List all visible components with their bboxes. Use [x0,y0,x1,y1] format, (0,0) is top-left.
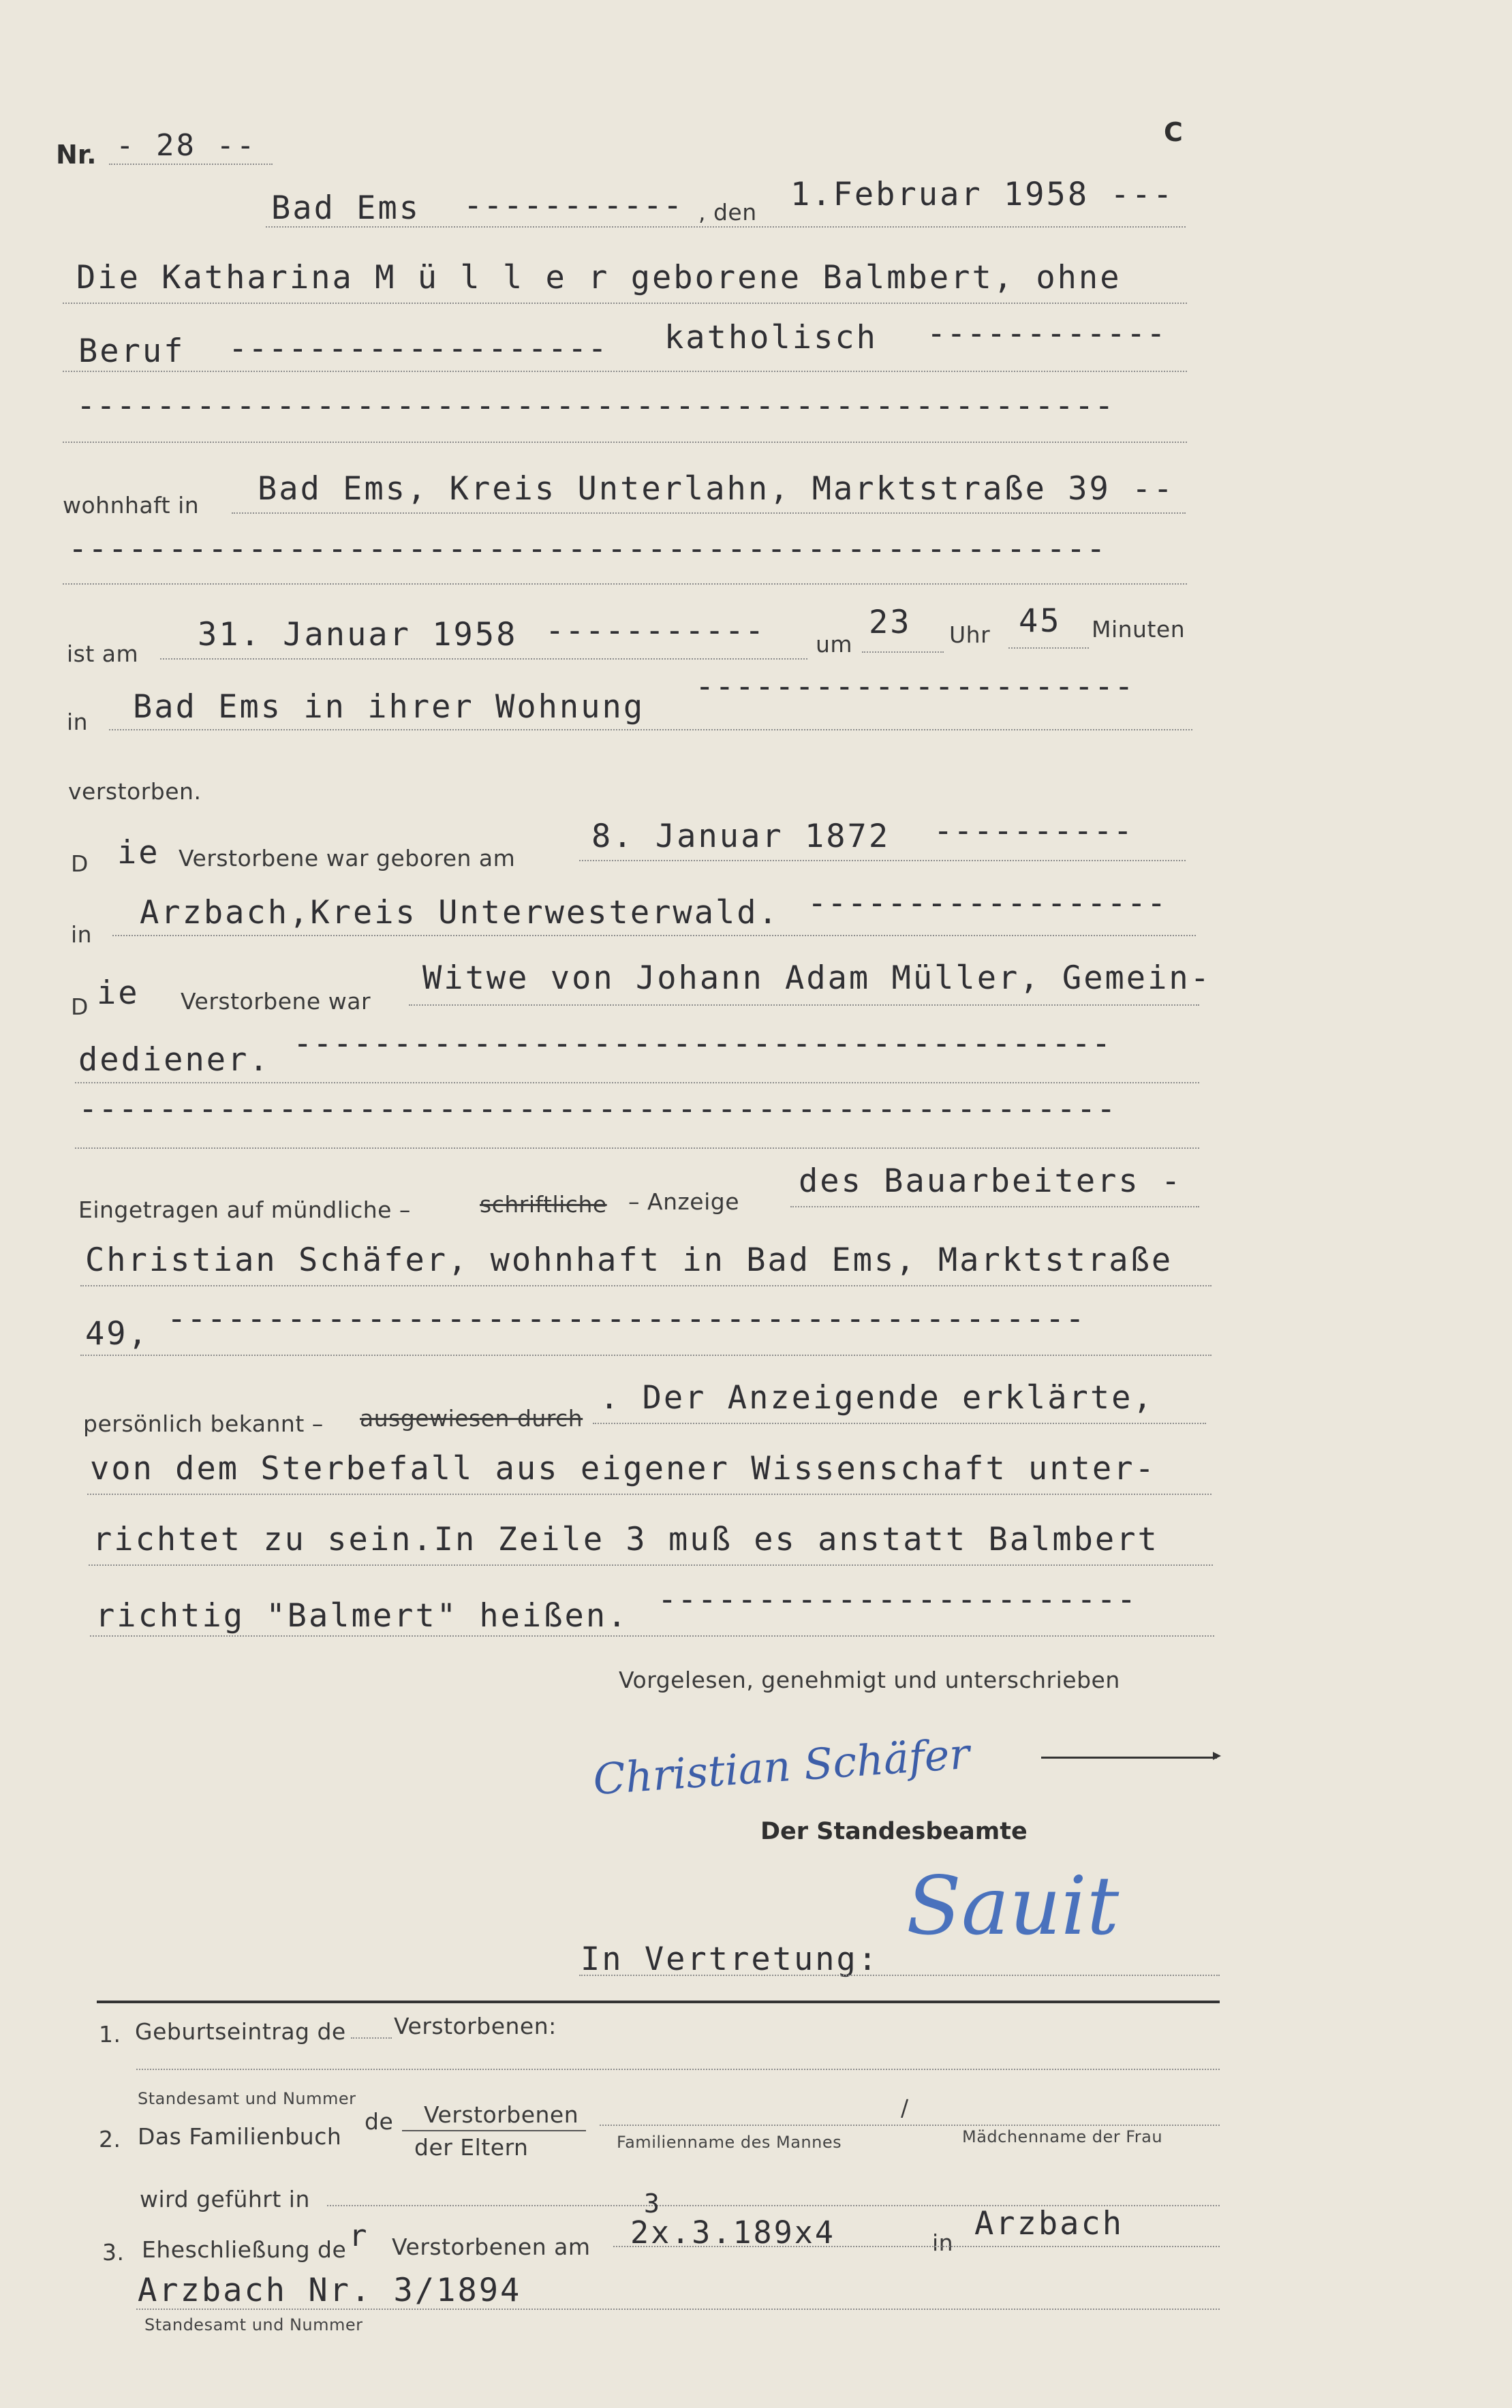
vertretung-label: In Vertretung: [581,1941,880,1978]
birth-in-label: in [71,921,93,948]
um-label: um [816,631,853,658]
hour-rule [862,651,944,653]
informant-signature: Christian Schäfer [591,1728,972,1805]
item-1-verstorbenen: Verstorbenen: [394,2013,557,2039]
item-3-rule [613,2246,1220,2247]
register-marker: C [1164,117,1183,147]
item-2-fraction-bar [402,2130,586,2131]
profession-dashes: ------------------- [228,330,608,367]
familienname-caption: Familienname des Mannes [617,2133,842,2152]
item-3-typed-r: r [349,2219,369,2253]
birth-date: 8. Januar 1872 [591,818,891,855]
death-hour: 23 [869,604,912,641]
nr-value: - 28 -- [116,128,257,163]
marriage-date-correction: 3 [644,2189,662,2219]
ausgewiesen-struck: ausgewiesen durch [360,1405,583,1432]
birth-date-dashes: ---------- [934,812,1133,850]
marriage-register-number: Arzbach Nr. 3/1894 [138,2272,522,2309]
item-2-option-eltern: der Eltern [414,2134,529,2161]
residence-rule [232,512,1186,514]
informant-line-1: des Bauarbeiters - [799,1162,1183,1200]
item-1-blank-de [351,2037,392,2039]
birth-place-rule [112,935,1196,936]
birth-place-dashes: ------------------ [807,884,1167,922]
den-label: , den [698,199,757,226]
eingetragen-label: Eingetragen auf mündliche – [78,1197,411,1223]
status-rule-3 [75,1147,1199,1149]
text-rule-1 [593,1423,1206,1424]
status-d-prefix: D [71,993,89,1020]
bekannt-label: persönlich bekannt – [83,1410,324,1437]
item-2-option-verstorbenen: Verstorbenen [424,2101,579,2128]
status-rule-1 [409,1004,1199,1006]
marriage-date: 2x.3.189x4 [630,2214,835,2251]
date-of-record: 1.Februar 1958 --- [790,176,1175,213]
birth-typed-ie: ie [117,834,160,871]
death-date-rule [160,658,807,660]
standesamt-nummer-caption: Standesamt und Nummer [138,2089,356,2108]
footer-separator [97,2001,1220,2003]
text-rule-3 [89,1564,1213,1566]
birth-label: Verstorbene war geboren am [179,845,516,871]
status-line-1: Witwe von Johann Adam Müller, Gemein- [422,959,1212,997]
official-signature: Sauit [906,1859,1120,1953]
item-3-number: 3. [102,2239,125,2266]
vertretung-rule [579,1975,1220,1976]
text-line-4: richtig "Balmert" heißen. [95,1597,629,1635]
person-line-3-rule [63,442,1187,443]
item-3-label: Eheschließung de [142,2236,347,2263]
ist-am-label: ist am [67,640,139,667]
item-3-in-label: in [932,2229,954,2256]
maedchenname-caption: Mädchenname der Frau [962,2127,1163,2146]
item-1-label: Geburtseintrag de [135,2018,346,2045]
standesbeamte-label: Der Standesbeamte [760,1818,1028,1845]
nr-label: Nr. [56,140,97,170]
religion-dashes: ------------ [927,315,1167,352]
signature-line [1041,1757,1217,1759]
residence-dashes: ---------------------------------------------------- [68,530,1107,568]
death-place: Bad Ems in ihrer Wohnung [133,688,645,726]
minute-rule [1008,647,1089,649]
birth-date-rule [579,860,1186,861]
religion: katholisch [664,319,878,356]
informant-rule-3 [80,1355,1212,1356]
arrow-right-icon [1213,1752,1221,1760]
place: Bad Ems [271,189,421,227]
informant-line-2: Christian Schäfer, wohnhaft in Bad Ems, Marktstraße [85,1241,1173,1279]
nr-underline [109,164,273,165]
item-2-label: Das Familienbuch [138,2123,342,2150]
status-typed-ie: ie [97,974,140,1012]
death-place-dashes: ---------------------- [695,668,1135,705]
birth-d-prefix: D [71,850,89,877]
status-label: Verstorbene war [181,988,371,1015]
item-2-de: de [365,2108,394,2135]
person-line-2-rule [63,371,1187,372]
text-line-4-dashes: ------------------------ [658,1581,1137,1618]
item-1-number: 1. [99,2021,121,2048]
residence-value: Bad Ems, Kreis Unterlahn, Marktstraße 39 -- [258,470,1175,508]
item-1-rule [136,2069,1220,2070]
text-rule-2 [87,1494,1212,1495]
informant-rule-2 [80,1285,1212,1286]
informant-rule-1 [790,1206,1199,1207]
person-line-1: Die Katharina M ü l l e r geborene Balmbert, ohne [76,259,1122,296]
person-line-3-dashes: ---------------------------------------------------- [76,387,1115,425]
item-2-number: 2. [99,2126,121,2152]
text-line-3: richtet zu sein.In Zeile 3 muß es anstatt Balmbert [93,1521,1159,1558]
place-line [266,226,1186,228]
death-in-label: in [67,709,89,735]
item-2-slash: / [901,2095,909,2121]
status-line-3-dashes: ---------------------------------------------------- [78,1090,1117,1128]
death-minute: 45 [1019,602,1062,640]
wohnhaft-label: wohnhaft in [63,492,200,519]
item-2-rule [600,2125,1220,2126]
birth-place: Arzbach,Kreis Unterwesterwald. [140,894,780,931]
informant-line-3: 49, [85,1315,149,1353]
profession-label: Beruf [78,333,185,370]
text-line-1: . Der Anzeigende erklärte, [600,1379,1154,1417]
text-line-2: von dem Sterbefall aus eigener Wissenschaft unter- [90,1450,1156,1487]
anzeige-label: – Anzeige [628,1188,740,1215]
uhr-label: Uhr [949,621,991,648]
schriftliche-struck: schriftliche [480,1191,607,1218]
place-dashes: ----------- [463,187,683,224]
person-line-1-rule [63,303,1187,304]
item-3-register-rule [136,2309,1220,2310]
death-place-rule [109,729,1192,730]
informant-line-3-dashes: ---------------------------------------------- [167,1300,1085,1338]
vorgelesen-label: Vorgelesen, genehmigt und unterschrieben [619,1667,1120,1693]
status-line-2-dashes: ----------------------------------------- [293,1025,1112,1062]
verstorben-label: verstorben. [68,778,202,805]
residence-rule-2 [63,583,1187,585]
standesamt-nummer-caption-2: Standesamt und Nummer [144,2315,363,2334]
death-date: 31. Januar 1958 [198,616,518,653]
marriage-place: Arzbach [974,2205,1124,2242]
wird-gefuehrt-label: wird geführt in [140,2186,310,2212]
death-date-dashes: ----------- [545,612,765,649]
text-rule-4 [90,1635,1214,1637]
status-rule-2 [75,1082,1199,1083]
minuten-label: Minuten [1092,616,1186,643]
status-line-2: dediener. [78,1041,271,1079]
item-3-verstorbenen-am: Verstorbenen am [392,2234,591,2260]
